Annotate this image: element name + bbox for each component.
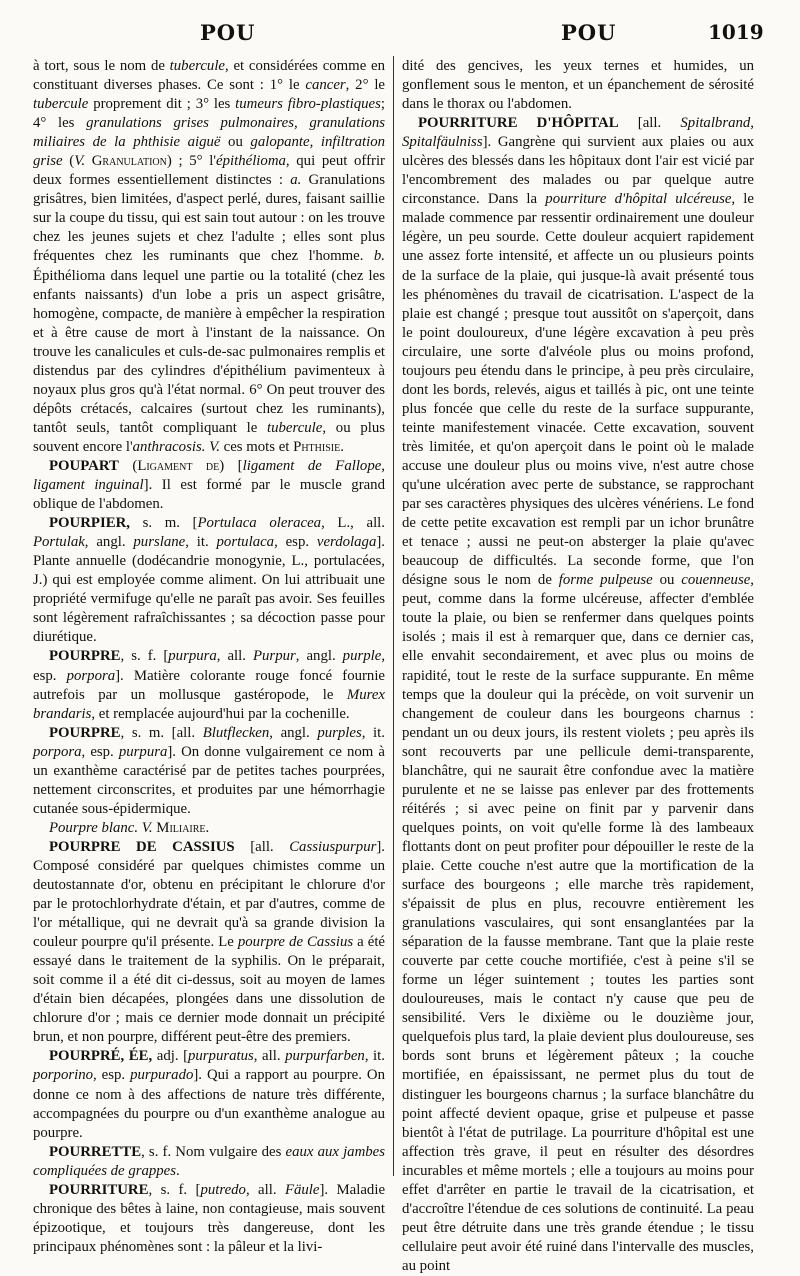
text-run: , all. [216,648,253,665]
text-run: , angl. [269,724,318,741]
headword: POURPRE [49,648,121,665]
entry-pourpre-adj [33,1047,385,1142]
italic-text: cancer [305,77,346,94]
italic-text: Purpur [253,648,296,665]
text-run: ; 4° les [33,96,385,132]
text-run: ( [118,457,138,474]
text-run: ou [652,572,682,589]
italic-text: eaux aux jambes compliquées de grappes [33,1143,385,1179]
text-run: , peut, comme dans la forme ulcéreuse, affecter d'emblée toute la plaie, ou bien se renfermer dans quelques points isolés ; mais il est à remarquer que, dans ce dernier cas, elle envahit secondairement, et avec plus ou moins de rapidité, tout le reste de la surface suppurante. En même temps que la douleur qui la précède, on voit survenir un changement de couleur dans les bourgeons charnus : pendant un ou deux jours, ils restent violets ; peu après ils sont recouverts par une pellicule demi-transparente, blanchâtre, qui ne saurait être confondue avec la matière purulente et ne se laisse pas enlever par des frottements réitérés ; si avec peine on finit par y parvenir dans quelques points, on voit qu'elle forme là des lambeaux flottants dont on peut profiter pour dépouiller le reste de la plaie. Cette couche n'est autre que la mortification de la surface des bourgeons ; elle marche très rapidement, s'épaissit de plus en plus, recouvre entièrement les granulations vasculaires, qui sont ensanglantées par la séparation de la fausse membrane. Tant que la plaie reste couverte par cette couche mortifiée, c'est à peine s'il se forme un léger suintement ; toutes les parties sont douloureuses, mais le contact n'y cause que peu de sensibilité. Vers le dixième ou le douzième jour, quelquefois plus tard, la plaie devient plus douloureuse, ses bords sont bruns et légèrement pâteux ; la couche mortifiée, en épaississant, ne permet plus du tout de distinguer les bourgeons charnus ; la surface blanchâtre du point affecté devient opaque, grise et pulpeuse et passe bientôt à l'état de putrilage. La pourriture d'hôpital est une affection très grave, il peut en résulter des désordres incurables et même mortels ; elle a toujours au moins pour effet d'arrêter en partie le travail de la cicatrisation, et d'accroître l'étendue de ces solutions de continuité. La peau peut être détruite dans une très grande étendue ; le tissu cellulaire peut avoir été ruiné dans l'intervalle des muscles, au point [402,572,754,1274]
italic-text: granulations grises pulmonaires, granulations miliaires de la phthisie aiguë [33,115,385,151]
italic-text: V. [74,153,86,170]
text-run: , angl. [295,648,343,665]
italic-text: purpuratus [188,1048,254,1065]
text-run: , le malade commence par ressentir ordinairement une douleur légère, un peu sourde. Cette douleur acquiert rapidement une assez forte intensité, et affecte un ou plusieurs points de la surface de la plaie, qui jusque-là avait présenté tous les phénomènes du travail de cicatrisation. L'aspect de la plaie est changé ; presque tout aussitôt on s'aperçoit, dans le point douloureux, d'une légère excavation à peu près circulaire, une sorte d'alvéole plus ou moins profond, toujours peu étendu dans le principe, à peu près circulaire, dont les bords, relevés, aigus et taillés à pic, ont une teinte plus foncée que celle du reste de la surface suppurante, teinte manifestement vinacée. Cette excavation, souvent très limitée, et qu'on aperçoit dans le point où le malade accuse une douleur plus ou moins vive, n'est autre chose qu'une ulcération avec perte de substance, se rapprochant par ses caractères physiques des ulcères vénériens. Le fond de cette petite excavation est rempli par un ichor brunâtre et tenace ; aussi ne peut-on absterger la plaie qu'avec beaucoup de difficultés. La seconde forme, que l'on désigne sous le nom de [402,191,754,589]
entry-pourpier [33,514,385,647]
entry-pourrette [33,1143,385,1181]
text-run: s. m. [ [129,515,198,532]
italic-text: portulaca [216,534,275,551]
entry-pourpre-sf [33,647,385,723]
text-run: , esp. [33,648,386,684]
text-run: , s. m. [all. [120,724,203,741]
text-run: ]. Composé considéré par quelques chimistes comme un deutostannate d'or, obtenu en précipitant le chlorure d'or par le protochlorhydrate d'étain, et par d'autres, comme de l'or métallique, qui ne devrait qu'à sa grande division la couleur pourpre qu'il présente. Le [33,838,385,951]
text-run: ]. Maladie chronique des bêtes à laine, non contagieuse, mais souvent épizootique, et toujours très dangereuse, dont les principaux phénomènes sont : la pâleur et la livi- [33,1181,386,1255]
text-run: , it. [364,1048,385,1065]
italic-text: Spitalbrand, Spitalfäulniss [402,115,754,151]
text-run [85,153,92,169]
text-run: , esp. [81,743,119,760]
text-run: ) ; 5° l' [166,153,217,170]
text-run: . [340,438,344,455]
italic-text: purples [317,724,362,741]
text-run: , s. f. Nom vulgaire des [141,1143,286,1160]
text-run: , ou plus souvent encore l' [33,419,385,455]
headword: POURRETTE [49,1143,142,1160]
text-run: ces mots et [219,438,294,455]
text-run: , s. f. [ [120,648,169,665]
italic-text: purpura [118,743,168,760]
italic-text: forme pulpeuse [558,572,653,589]
italic-text: Portulaca oleracea [197,515,322,532]
text-run: , esp. [274,534,317,551]
italic-text: Cassiuspurpur [289,838,377,855]
entry-pourpre-blanc [33,819,385,838]
italic-text: ligament de Fallope, ligament inguinal [33,457,386,494]
left-column [33,57,386,1255]
text-run: adj. [ [152,1048,188,1065]
text-run: ]. Gangrène qui survient aux plaies ou aux ulcères des blessés dans les hôpitaux dont l'air est vicié par l'encombrement des malades ou par quelque autre circonstance. Dans la [402,134,754,208]
italic-text: a. [290,172,302,189]
headword: POURRITURE D'HÔPITAL [418,115,619,132]
text-run: . [205,819,210,836]
entry-pourpre-de-cassius [33,838,385,1048]
text-run: Granulations grisâtres, bien limitées, d'aspect perlé, dures, faisant saillie sur la coupe du tissu, qui est sain tout autour : on les trouve chez les jeunes sujets et chez l'adulte ; elles sont plus fréquentes chez les ruminants que chez l'homme. [33,172,385,265]
italic-text: pourriture d'hôpital ulcéreuse [545,191,732,208]
italic-text: épithélioma [216,153,286,170]
italic-text: pourpre de Cassius [237,934,354,951]
italic-text: b. [373,248,385,265]
entry-pourpre-sm [33,724,385,819]
small-caps-text: Ligament de [137,457,220,474]
column-divider [393,56,394,1176]
text-run: , 2° le [345,77,386,94]
text-run: , esp. [93,1067,131,1084]
text-run: . [176,1162,180,1179]
italic-text: galopante, infiltration grise [33,134,385,170]
italic-text: Fäule [284,1181,320,1198]
text-run: Épithélioma dans lequel une partie ou la totalité (chez les enfants naissants) d'un lobe a pris un aspect grisâtre, homogène, compacte, de manière à empêcher la respiration et à être cause de mort à l'instant de la naissance. On trouve les canalicules et culs-de-sac pulmonaires remplis et distendus par des cylindres d'épithélium pavimenteux à noyaux plus gros qu'à l'état normal. 6° On peut trouver des dépôts crétacés, calcaires (surtout chez les ruminants), tantôt seuls, tantôt compliquant le [33,267,385,436]
headword: POURPRÉ, ÉE, [49,1048,153,1065]
text-run: , all. [253,1048,286,1065]
entry-poupart [33,457,385,514]
text-run: , qui peut offrir deux formes essentiellement distinctes : [33,153,385,189]
text-run: , et remplacée aujourd'hui par la cochenille. [91,705,350,722]
text-run: proprement dit ; 3° les [88,96,236,113]
text-run: ( [62,153,75,170]
text-run: , et considérées comme en constituant diverses phases. Ce sont : 1° le [33,58,385,94]
text-run: , L., all. [321,515,385,532]
text-run: [all. [234,838,290,855]
small-caps-text: Granulation [91,153,167,170]
text-run: ]. Il est formé par le muscle grand oblique de l'abdomen. [33,477,385,513]
italic-text: purpurfarben [285,1048,365,1065]
text-run: ]. On donne vulgairement ce nom à un exanthème caractérisé par de petites taches pourprées, nettement circonscrites, et produites par une hémorrhagie cutanée sous-épidermique. [33,743,385,817]
italic-text: purslane [133,534,186,551]
italic-text: verdolaga [316,534,377,551]
page-number: 1019 [708,20,764,44]
entry-pourriture-continuation [402,57,754,114]
italic-text: putredo [200,1181,246,1198]
italic-text: purple [342,648,382,665]
italic-text: couenneuse [681,572,751,589]
entry-continuation [33,57,385,457]
italic-text: tumeurs fibro-plastiques [235,96,381,113]
text-run: , all. [245,1181,285,1198]
italic-text: Pourpre blanc. V. [49,819,153,836]
italic-text: Blutflecken [202,724,270,741]
headword: POURPIER, [49,515,130,532]
small-caps-text: Miliaire [156,819,206,836]
headword: POURRITURE [49,1181,149,1198]
text-run: à tort, sous le nom de [33,58,170,74]
italic-text: Murex brandaris [33,686,385,722]
entry-pourriture [33,1181,385,1257]
italic-text: tubercule [33,96,89,113]
text-run: , it. [361,724,385,741]
entry-pourriture-d-hopital [402,114,754,1276]
text-run: , it. [185,534,217,551]
italic-text: Portulak [33,534,85,551]
text-run: ) [ [219,457,243,474]
small-caps-text: Phthisie [293,438,341,455]
text-run: dité des gencives, les yeux ternes et humides, un gonflement sous le menton, et un épanchement de sérosité dans le thorax ou l'abdomen. [402,58,754,113]
text-run: , s. f. [ [148,1181,201,1198]
italic-text: purpurado [130,1067,194,1084]
headword: POURPRE DE CASSIUS [49,838,235,855]
right-column [402,57,754,1274]
italic-text: tubercule [169,58,226,74]
text-run: [all. [618,115,681,132]
text-run: ]. Qui a rapport au pourpre. On donne ce nom à des affections de nature très différente, accompagnées du pourpre ou d'un exanthème analogue au pourpre. [33,1067,385,1141]
text-run: ]. Matière colorante rouge foncé fournie autrefois par un mollusque gastéropode, le [33,667,385,703]
text-run: a été essayé dans le traitement de la syphilis. On le préparait, soit comme il a été dit ci-dessus, soit au moyen de lames d'étain bien décapées, plongées dans une dissolution de chlorure d'or ; mais ce dernier mode donnait un précipité brun, et non pourpre, différent peut-être des premiers. [33,934,386,1046]
text-run: ou [220,134,251,151]
italic-text: porpora [33,743,82,760]
italic-text: anthracosis. V. [132,438,220,455]
italic-text: tubercule [267,419,323,436]
italic-text: porpora [66,667,116,684]
headword: POUPART [49,457,119,474]
italic-text: purpura [168,648,217,665]
headword: POURPRE [49,724,121,741]
text-run: , angl. [84,534,134,551]
text-run: ]. Plante annuelle (dodécandrie monogynie, L., portulacées, J.) qui est employée comme aliment. On lui attribuait une propriété vermifuge qu'elle ne paraît pas avoir. Ses feuilles sont légèrement rafraîchissantes ; sa décoction passe pour diurétique. [33,534,385,646]
running-head-right: POU [561,20,617,45]
italic-text: porporino [33,1067,94,1084]
running-head-left: POU [200,20,256,45]
